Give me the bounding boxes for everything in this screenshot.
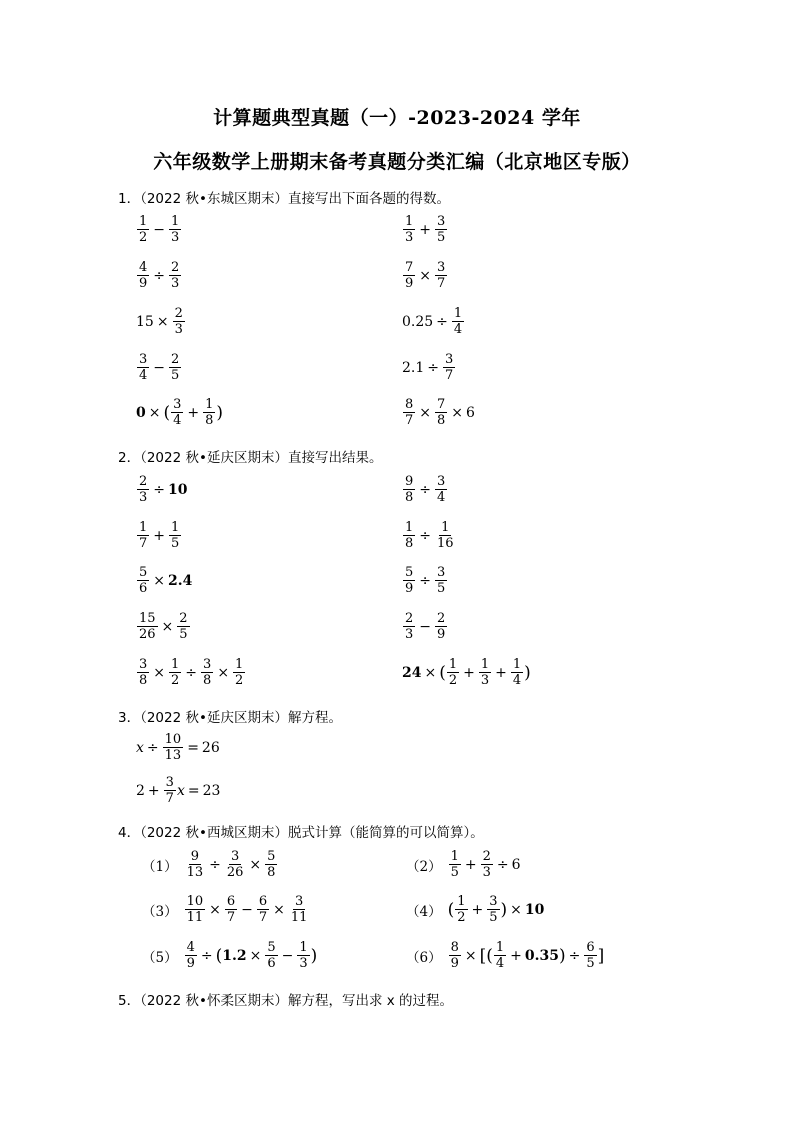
q4-expr-4: （4） ( $\frac{1}{2}$ + $\frac{3}{5}$ ) × 10 [406, 894, 545, 925]
document-title-line1: 计算题典型真题（一）-2023-2024 学年 [213, 107, 581, 129]
q2-expr-9: $\frac{3}{8}$ × $\frac{1}{2}$ ÷ $\frac{3}{8}$ × $\frac{1}{2}$ [139, 657, 244, 688]
q2-expr-7: $\frac{15}{26}$ × $\frac{2}{5}$ [139, 611, 188, 642]
q2-expr-3: $\frac{1}{7}$ + $\frac{1}{5}$ [139, 520, 180, 551]
q1-expr-7: $\frac{3}{4}$ − $\frac{2}{5}$ [139, 352, 180, 383]
q1-expr-5: 15 × $\frac{2}{3}$ [136, 306, 183, 337]
q2-expr-2: $\frac{9}{8}$ ÷ $\frac{3}{4}$ [405, 474, 446, 505]
document-title-line2: 六年级数学上册期末备考真题分类汇编（北京地区专版） [153, 151, 641, 173]
question-5-label: 5．（2022 秋•怀柔区期末）解方程，写出求 x 的过程。 [118, 993, 454, 1009]
q1-expr-2: $\frac{1}{3}$ + $\frac{3}{5}$ [405, 214, 446, 245]
q2-expr-4: $\frac{1}{8}$ ÷ $\frac{1}{16}$ [405, 520, 454, 551]
q4-expr-6: （6） $\frac{8}{9}$ × [ ( $\frac{1}{4}$ + 0.35 ) ÷ $\frac{6}{5}$ ] [406, 940, 605, 971]
q3-equation-2: 2 + $\frac{3}{7}$ x = 23 [136, 775, 221, 806]
q2-expr-6: $\frac{5}{9}$ ÷ $\frac{3}{5}$ [405, 565, 446, 596]
q1-expr-1: $\frac{1}{2}$ − $\frac{1}{3}$ [139, 214, 180, 245]
question-2-label: 2．（2022 秋•延庆区期末）直接写出结果。 [118, 450, 383, 466]
q1-expr-6: 0.25 ÷ $\frac{1}{4}$ [402, 306, 463, 337]
q2-expr-5: $\frac{5}{6}$ × 2.4 [139, 565, 193, 596]
q3-equation-1: x ÷ $\frac{10}{13}$ = 26 [136, 732, 220, 763]
q4-expr-5: （5） $\frac{4}{9}$ ÷ ( 1.2 × $\frac{5}{6}$ − $\frac{1}{3}$ ) [142, 940, 318, 971]
q1-expr-3: $\frac{4}{9}$ ÷ $\frac{2}{3}$ [139, 260, 180, 291]
q2-expr-8: $\frac{2}{3}$ − $\frac{2}{9}$ [405, 611, 446, 642]
q4-expr-1: （1） $\frac{9}{13}$ ÷ $\frac{3}{26}$ × $\frac{5}{8}$ [142, 849, 276, 880]
question-1-label: 1．（2022 秋•东城区期末）直接写出下面各题的得数。 [118, 191, 450, 207]
q1-expr-10: $\frac{8}{7}$ × $\frac{7}{8}$ × 6 [405, 397, 475, 428]
question-4-label: 4．（2022 秋•西城区期末）脱式计算（能简算的可以简算）。 [118, 825, 484, 841]
q1-expr-4: $\frac{7}{9}$ × $\frac{3}{7}$ [405, 260, 446, 291]
q2-expr-1: $\frac{2}{3}$ ÷ 10 [139, 474, 188, 505]
q4-expr-2: （2） $\frac{1}{5}$ + $\frac{2}{3}$ ÷ 6 [406, 849, 521, 880]
q2-expr-10: 24 × ( $\frac{1}{2}$ + $\frac{1}{3}$ + $\frac{1}{4}$ ) [402, 657, 531, 688]
question-3-label: 3．（2022 秋•延庆区期末）解方程。 [118, 710, 342, 726]
q1-expr-9: 0 × ( $\frac{3}{4}$ + $\frac{1}{8}$ ) [136, 397, 224, 428]
q1-expr-8: 2.1 ÷ $\frac{3}{7}$ [402, 352, 454, 383]
q4-expr-3: （3） $\frac{10}{11}$ × $\frac{6}{7}$ − $\frac{6}{7}$ × $\frac{3}{11}$ [142, 894, 308, 925]
